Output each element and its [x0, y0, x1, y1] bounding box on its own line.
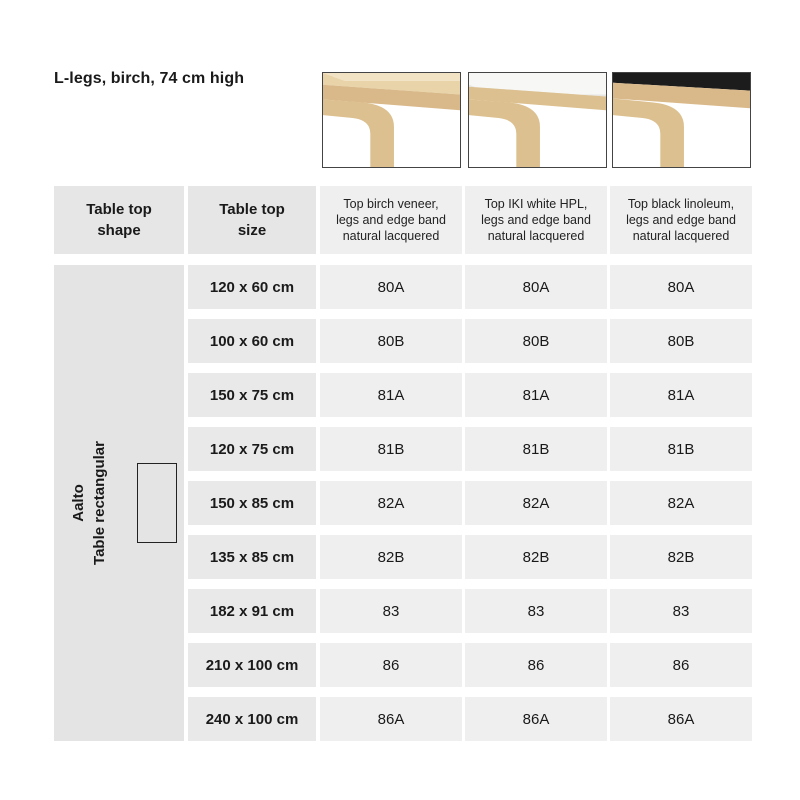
birch-veneer-swatch-image — [322, 72, 461, 168]
model-code-cell: 83 — [465, 589, 607, 633]
shape-label — [68, 441, 110, 565]
model-code-cell: 86A — [465, 697, 607, 741]
finish-header-line: legs and edge band — [481, 213, 591, 227]
size-column-header-label: Table top size — [219, 201, 285, 239]
model-code-cell: 86 — [465, 643, 607, 687]
shape-column-header — [54, 186, 184, 254]
size-cell: 150 x 85 cm — [188, 481, 316, 525]
model-code-cell: 86A — [610, 697, 752, 741]
rectangle-shape-icon — [137, 463, 177, 543]
model-code-cell: 80A — [465, 265, 607, 309]
model-code-cell: 86 — [610, 643, 752, 687]
model-code-cell: 86A — [320, 697, 462, 741]
model-code-cell: 82B — [610, 535, 752, 579]
size-cell: 210 x 100 cm — [188, 643, 316, 687]
model-code-cell: 80B — [465, 319, 607, 363]
finish-header-line: natural lacquered — [342, 229, 440, 243]
finish-header-line: natural lacquered — [487, 229, 585, 243]
finish-header-line: natural lacquered — [632, 229, 730, 243]
size-cell: 120 x 60 cm — [188, 265, 316, 309]
size-cell: 150 x 75 cm — [188, 373, 316, 417]
finish-header-black-linoleum — [610, 186, 752, 254]
finish-header-birch — [320, 186, 462, 254]
model-code-cell: 81A — [610, 373, 752, 417]
page-title: L-legs, birch, 74 cm high — [54, 70, 245, 87]
model-code-cell: 81B — [465, 427, 607, 471]
model-code-cell: 86 — [320, 643, 462, 687]
model-code-cell: 81A — [320, 373, 462, 417]
model-code-cell: 82B — [465, 535, 607, 579]
model-code-cell: 81A — [465, 373, 607, 417]
finish-header-white-hpl — [465, 186, 607, 254]
model-code-cell: 81B — [320, 427, 462, 471]
model-code-cell: 81B — [610, 427, 752, 471]
model-code-cell: 80A — [320, 265, 462, 309]
finish-header-line: Top birch veneer, — [343, 197, 439, 211]
model-code-cell: 82A — [610, 481, 752, 525]
model-code-cell: 82B — [320, 535, 462, 579]
model-code-cell: 80B — [320, 319, 462, 363]
finish-header-line: Top black linoleum, — [627, 197, 735, 211]
size-cell: 120 x 75 cm — [188, 427, 316, 471]
model-code-cell: 80A — [610, 265, 752, 309]
model-code-cell: 82A — [465, 481, 607, 525]
size-column-header — [188, 186, 316, 254]
shape-column-header-label: Table top shape — [86, 201, 152, 239]
size-cell: 100 x 60 cm — [188, 319, 316, 363]
finish-header-line: Top IKI white HPL, — [484, 197, 588, 211]
model-code-cell: 83 — [610, 589, 752, 633]
model-code-cell: 83 — [320, 589, 462, 633]
white-hpl-swatch-image — [468, 72, 607, 168]
shape-label-line: Aalto — [70, 484, 87, 522]
model-code-cell: 80B — [610, 319, 752, 363]
model-code-cell: 82A — [320, 481, 462, 525]
size-cell: 135 x 85 cm — [188, 535, 316, 579]
size-cell: 182 x 91 cm — [188, 589, 316, 633]
black-linoleum-swatch-image — [612, 72, 751, 168]
finish-header-line: legs and edge band — [336, 213, 446, 227]
size-cell: 240 x 100 cm — [188, 697, 316, 741]
shape-label-line: Table rectangular — [91, 441, 108, 565]
finish-header-line: legs and edge band — [626, 213, 736, 227]
